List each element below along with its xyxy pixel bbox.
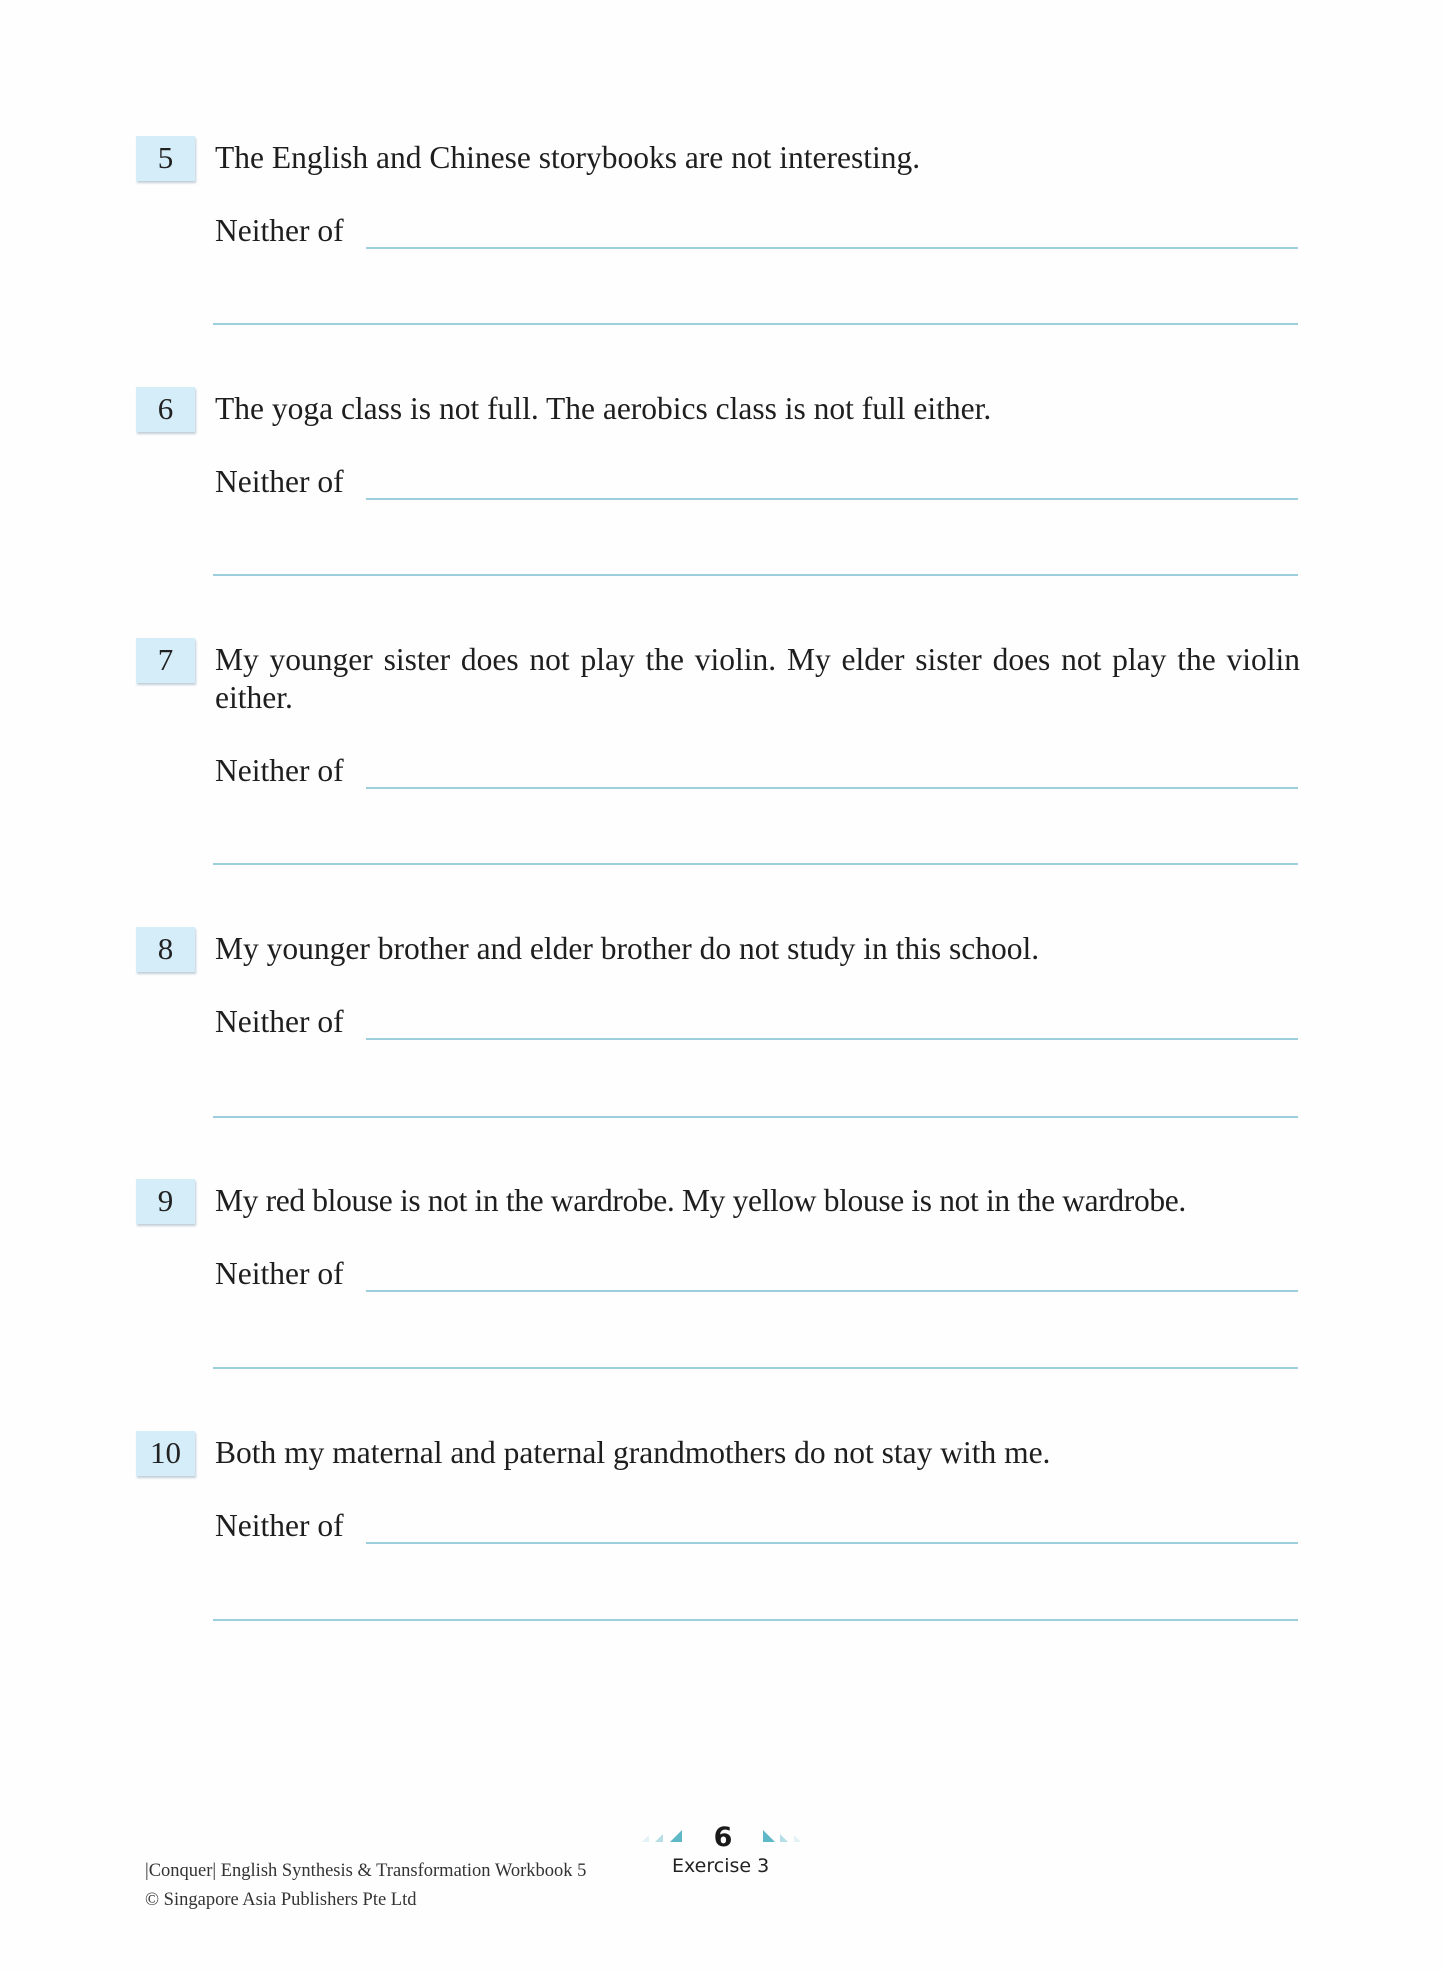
- triangle-decoration-icon: [794, 1835, 801, 1842]
- footer-credits: [145, 1857, 586, 1915]
- answer-line[interactable]: [213, 863, 1298, 865]
- answer-row: [215, 463, 1298, 503]
- answer-prefix: Neither of: [215, 213, 344, 248]
- answer-prefix: Neither of: [215, 1004, 344, 1039]
- question-text: The English and Chinese storybooks are not interesting.: [215, 140, 921, 175]
- answer-prefix: Neither of: [215, 1256, 344, 1291]
- answer-row: [215, 1003, 1298, 1043]
- answer-line[interactable]: [213, 1619, 1298, 1621]
- triangle-decoration-icon: [780, 1834, 788, 1842]
- triangle-decoration-icon: [655, 1834, 663, 1842]
- answer-line[interactable]: [213, 1116, 1298, 1118]
- question-number-badge: 7: [136, 638, 195, 683]
- triangle-decoration-icon: [642, 1835, 649, 1842]
- answer-row: [215, 1255, 1298, 1295]
- question-number-badge: 10: [136, 1431, 195, 1476]
- answer-prefix: Neither of: [215, 753, 344, 788]
- exercise-label: Exercise 3: [672, 1855, 770, 1877]
- question-text: My younger brother and elder brother do not study in this school.: [215, 931, 1040, 966]
- answer-row: [215, 212, 1298, 252]
- book-title: |Conquer| English Synthesis & Transformation Workbook 5: [145, 1861, 587, 1881]
- answer-line[interactable]: [366, 247, 1298, 249]
- answer-prefix: Neither of: [215, 1508, 344, 1543]
- question-text: My red blouse is not in the wardrobe. My yellow blouse is not in the wardrobe.: [215, 1183, 1186, 1218]
- answer-line[interactable]: [366, 1542, 1298, 1544]
- question-number-badge: 8: [136, 927, 195, 972]
- answer-row: [215, 1507, 1298, 1547]
- answer-row: [215, 752, 1298, 792]
- question-text: Both my maternal and paternal grandmothers do not stay with me.: [215, 1435, 1051, 1470]
- answer-prefix: Neither of: [215, 464, 344, 499]
- question-text: My younger sister does not play the violin. My elder sister does not play the violin either.: [215, 642, 1300, 715]
- copyright-notice: © Singapore Asia Publishers Pte Ltd: [145, 1890, 417, 1910]
- answer-line[interactable]: [366, 787, 1298, 789]
- answer-line[interactable]: [213, 1367, 1298, 1369]
- triangle-decoration-icon: [763, 1830, 775, 1842]
- answer-line[interactable]: [366, 498, 1298, 500]
- answer-line[interactable]: [366, 1290, 1298, 1292]
- answer-line[interactable]: [366, 1038, 1298, 1040]
- answer-line[interactable]: [213, 574, 1298, 576]
- question-number-badge: 9: [136, 1179, 195, 1224]
- question-number-badge: 5: [136, 136, 195, 181]
- triangle-decoration-icon: [670, 1830, 682, 1842]
- answer-line[interactable]: [213, 323, 1298, 325]
- question-number-badge: 6: [136, 387, 195, 432]
- page-number: 6: [713, 1822, 733, 1853]
- question-text: The yoga class is not full. The aerobics class is not full either.: [215, 391, 992, 426]
